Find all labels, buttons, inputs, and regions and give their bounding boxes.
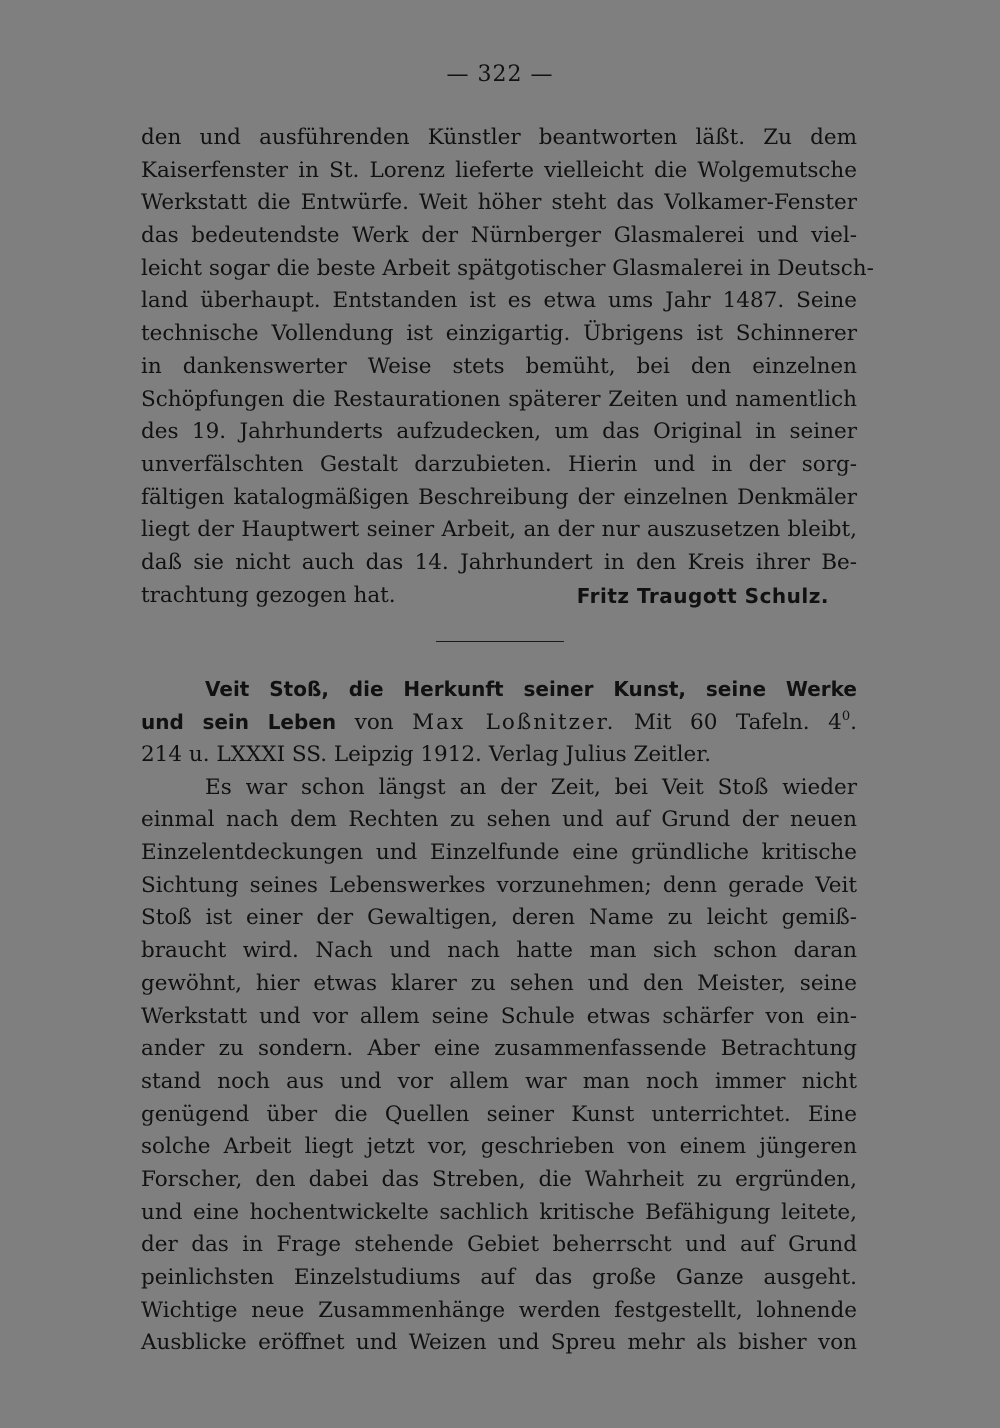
text-line: den und ausführenden Künstler beantworten läßt. Zu dem — [141, 125, 857, 150]
text-line: Kaiserfenster in St. Lorenz lieferte vielleicht die Wolgemutsche — [141, 157, 857, 183]
text-line: fältigen katalogmäßigen Beschreibung der einzelnen Denkmäler — [141, 484, 857, 510]
text-line: in dankenswerter Weise stets bemüht, bei den einzelnen — [141, 353, 857, 379]
text-line: peinlichsten Einzelstudiums auf das große Ganze ausgeht. — [141, 1265, 857, 1290]
text-line: Einzelentdeckungen und Einzelfunde eine gründliche kritische — [141, 840, 857, 866]
text-line: das bedeutendste Werk der Nürnberger Glasmalerei und viel- — [141, 223, 857, 249]
text-line: stand noch aus und vor allem war man noch immer nicht — [141, 1068, 857, 1094]
closing-line — [141, 580, 857, 613]
book-title: Veit Stoß, die Herkunft seiner Kunst, seine Werke — [205, 677, 857, 701]
text-line: unverfälschten Gestalt darzubieten. Hierin und in der sorg- — [141, 451, 857, 477]
text-line: daß sie nicht auch das 14. Jahrhundert in den Kreis ihrer Be- — [141, 549, 857, 575]
text-line: Werkstatt die Entwürfe. Weit höher steht das Volkamer-Fenster — [141, 190, 857, 216]
text-line: genügend über die Quellen seiner Kunst unterrichtet. Eine — [141, 1101, 857, 1127]
text-line: Schöpfungen die Restaurationen späterer Zeiten und namentlich — [141, 386, 857, 412]
book-author: Max Loßnitzer. — [412, 710, 616, 735]
text-line: des 19. Jahrhunderts aufzudecken, um das Original in seiner — [141, 419, 857, 445]
text-line: Werkstatt und vor allem seine Schule etwas schärfer von ein- — [141, 1003, 857, 1029]
text-line: Ausblicke eröffnet und Weizen und Spreu mehr als bisher von — [141, 1330, 857, 1356]
text-line: technische Vollendung ist einzigartig. Übrigens ist Schinnerer — [141, 321, 857, 347]
review-title-line-1 — [141, 673, 857, 706]
book-plates: Mit 60 Tafeln. 4 — [633, 710, 842, 735]
text-line: Wichtige neue Zusammenhänge werden festgestellt, lohnende — [141, 1297, 857, 1323]
reviewer-signature: Fritz Traugott Schulz. — [576, 583, 829, 608]
text-line: Es war schon längst an der Zeit, bei Veit Stoß wieder — [205, 774, 857, 800]
text-line: leicht sogar die beste Arbeit spätgotischer Glasmalerei in Deutsch- — [141, 255, 874, 281]
text-line: gewöhnt, hier etwas klarer zu sehen und den Meister, seine — [141, 970, 857, 996]
review-veit-stoss — [141, 673, 857, 1360]
text-line: land überhaupt. Entstanden ist es etwa ums Jahr 1487. Seine — [141, 288, 857, 314]
text-line: und eine hochentwickelte sachlich kritische Befähigung leitete, — [141, 1199, 857, 1225]
text-line: der das in Frage stehende Gebiet beherrscht und auf Grund — [141, 1232, 857, 1258]
text-line: liegt der Hauptwert seiner Arbeit, an der nur auszusetzen bleibt, — [141, 517, 857, 543]
format-dot: . — [850, 710, 857, 735]
section-divider — [436, 641, 564, 642]
review-title-line-2 — [141, 706, 857, 739]
format-degree: 0 — [841, 709, 851, 724]
text-line: ander zu sondern. Aber eine zusammenfassende Betrachtung — [141, 1036, 857, 1062]
text-line: solche Arbeit liegt jetzt vor, geschrieben von einem jüngeren — [141, 1134, 857, 1160]
text-line: einmal nach dem Rechten zu sehen und auf Grund der neuen — [141, 807, 857, 833]
closing-text: trachtung gezogen hat. — [141, 582, 396, 608]
publication-line: 214 u. LXXXI SS. Leipzig 1912. Verlag Julius Zeitler. — [141, 742, 712, 767]
review-continuation — [141, 122, 874, 612]
page-number: — 322 — — [446, 62, 554, 87]
text-line: Forscher, den dabei das Streben, die Wahrheit zu ergründen, — [141, 1166, 857, 1192]
text-line: braucht wird. Nach und nach hatte man sich schon daran — [141, 938, 857, 964]
by-word: von — [354, 710, 394, 735]
text-line: Stoß ist einer der Gewaltigen, deren Name zu leicht gemiß- — [141, 905, 857, 931]
text-line: Sichtung seines Lebenswerkes vorzunehmen; denn gerade Veit — [141, 872, 857, 898]
book-title-continued: und sein Leben — [141, 710, 337, 734]
